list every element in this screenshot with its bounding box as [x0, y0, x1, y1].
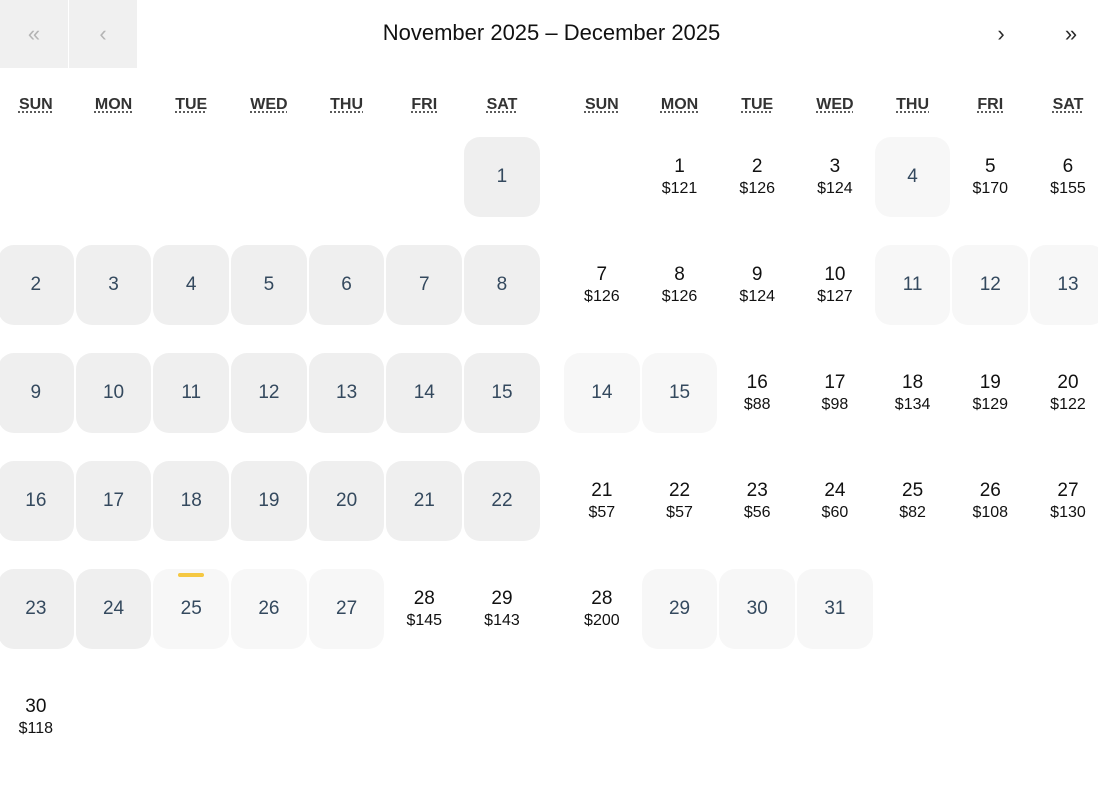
- empty-cell: [385, 137, 463, 245]
- day-price: $126: [661, 287, 698, 305]
- day-number: 30: [746, 598, 768, 619]
- calendar-range-title: November 2025 – December 2025: [382, 20, 721, 45]
- day-number: 15: [668, 382, 691, 403]
- day-number: 8: [674, 263, 685, 285]
- day-number: 9: [751, 263, 763, 285]
- today-indicator: [178, 573, 204, 577]
- day-price: $130: [1050, 503, 1086, 521]
- day-price: $124: [739, 287, 776, 305]
- empty-cell: [152, 137, 230, 245]
- day-number: 29: [668, 598, 691, 619]
- day-price: $170: [972, 179, 1009, 197]
- day-21[interactable]: [564, 461, 640, 541]
- day-number: 20: [336, 490, 358, 511]
- day-price: $60: [821, 503, 849, 521]
- day-number: 13: [1057, 274, 1079, 295]
- day-price: $134: [894, 395, 931, 413]
- day-22: [464, 461, 540, 541]
- day-price: $200: [584, 611, 620, 629]
- day-price: $124: [817, 179, 853, 197]
- day-number: 28: [413, 587, 435, 609]
- day-number: 18: [902, 371, 924, 393]
- day-3[interactable]: [797, 137, 873, 217]
- day-26: [231, 569, 307, 649]
- empty-cell: [563, 137, 641, 245]
- day-number: 28: [591, 587, 613, 609]
- day-number: 19: [258, 490, 280, 511]
- day-15: [464, 353, 540, 433]
- first-month-button[interactable]: «: [0, 0, 68, 68]
- day-number: 12: [258, 382, 280, 403]
- day-4: [875, 137, 951, 217]
- day-price: $98: [821, 395, 849, 413]
- day-grid: [0, 137, 541, 785]
- day-19[interactable]: [952, 353, 1028, 433]
- day-20: [309, 461, 385, 541]
- day-number: 5: [263, 274, 275, 295]
- day-1[interactable]: [642, 137, 718, 217]
- day-12: [231, 353, 307, 433]
- day-number: 9: [30, 382, 42, 403]
- day-7[interactable]: [564, 245, 640, 325]
- weekday-label: MON: [660, 96, 699, 113]
- day-number: 24: [102, 598, 125, 619]
- day-10: [76, 353, 152, 433]
- day-28[interactable]: [386, 569, 462, 649]
- day-5: [231, 245, 307, 325]
- day-number: 3: [108, 274, 119, 295]
- day-29: [642, 569, 718, 649]
- day-4: [153, 245, 229, 325]
- day-26[interactable]: [952, 461, 1028, 541]
- day-number: 23: [746, 479, 768, 501]
- day-number: 7: [418, 274, 430, 295]
- day-17[interactable]: [797, 353, 873, 433]
- day-price: $145: [406, 611, 443, 629]
- weekday-label: MON: [94, 96, 133, 113]
- day-number: 17: [102, 490, 125, 511]
- day-5[interactable]: [952, 137, 1028, 217]
- day-13: [1030, 245, 1098, 325]
- day-number: 15: [491, 382, 513, 403]
- day-number: 7: [596, 263, 608, 285]
- weekday-label: TUE: [175, 96, 208, 113]
- day-23: [0, 569, 74, 649]
- day-18: [153, 461, 229, 541]
- weekday-label: TUE: [741, 96, 774, 113]
- day-18[interactable]: [875, 353, 951, 433]
- day-number: 23: [25, 598, 47, 619]
- day-number: 19: [979, 371, 1001, 393]
- day-number: 24: [824, 479, 846, 501]
- day-24: [76, 569, 152, 649]
- next-month-button[interactable]: ›: [967, 0, 1035, 68]
- day-12: [952, 245, 1028, 325]
- day-number: 4: [185, 274, 197, 295]
- day-number: 13: [336, 382, 358, 403]
- day-number: 25: [902, 479, 924, 501]
- weekday-label: WED: [816, 96, 854, 113]
- day-15: [642, 353, 718, 433]
- day-14: [386, 353, 462, 433]
- day-number: 26: [979, 479, 1001, 501]
- day-price: $122: [1050, 395, 1086, 413]
- day-number: 27: [336, 598, 358, 619]
- day-price: $118: [18, 719, 54, 737]
- day-number: 5: [984, 155, 996, 177]
- month-november-2025: [0, 96, 541, 785]
- day-number: 21: [591, 479, 613, 501]
- day-number: 17: [824, 371, 846, 393]
- day-25[interactable]: [875, 461, 951, 541]
- day-31: [797, 569, 873, 649]
- day-30[interactable]: [0, 677, 74, 757]
- day-9[interactable]: [719, 245, 795, 325]
- day-27: [309, 569, 385, 649]
- day-29[interactable]: [464, 569, 540, 649]
- day-number: 16: [746, 371, 768, 393]
- weekday-label: FRI: [411, 96, 438, 113]
- day-number: 8: [496, 274, 508, 295]
- day-price: $126: [739, 179, 776, 197]
- day-number: 3: [829, 155, 841, 177]
- day-number: 1: [496, 166, 508, 187]
- day-30: [719, 569, 795, 649]
- weekday-label: THU: [330, 96, 364, 113]
- day-20[interactable]: [1030, 353, 1098, 433]
- month-december-2025: [563, 96, 1098, 677]
- day-number: 14: [591, 382, 613, 403]
- day-price: $57: [666, 503, 693, 521]
- day-number: 2: [30, 274, 42, 295]
- day-8[interactable]: [642, 245, 718, 325]
- day-23[interactable]: [719, 461, 795, 541]
- day-number: 1: [674, 155, 685, 177]
- day-number: 22: [668, 479, 691, 501]
- day-number: 29: [491, 587, 513, 609]
- day-2[interactable]: [719, 137, 795, 217]
- day-number: 21: [413, 490, 435, 511]
- weekday-header: [563, 96, 1098, 124]
- weekday-label: WED: [250, 96, 288, 113]
- day-number: 10: [824, 263, 846, 285]
- weekday-label: SAT: [1052, 96, 1084, 113]
- empty-cell: [308, 137, 386, 245]
- day-number: 31: [824, 598, 846, 619]
- day-grid: [563, 137, 1098, 677]
- day-number: 6: [1062, 155, 1074, 177]
- day-11: [875, 245, 951, 325]
- weekday-label: SUN: [18, 96, 53, 113]
- empty-cell: [230, 137, 308, 245]
- day-27[interactable]: [1030, 461, 1098, 541]
- day-number: 11: [181, 382, 202, 403]
- day-number: 26: [258, 598, 280, 619]
- day-1: [464, 137, 540, 217]
- day-6: [309, 245, 385, 325]
- day-28[interactable]: [564, 569, 640, 649]
- day-14: [564, 353, 640, 433]
- day-number: 14: [413, 382, 435, 403]
- day-8: [464, 245, 540, 325]
- day-number: 2: [751, 155, 763, 177]
- last-month-button[interactable]: »: [1037, 0, 1098, 68]
- weekday-label: SUN: [584, 96, 619, 113]
- weekday-label: THU: [896, 96, 930, 113]
- day-21: [386, 461, 462, 541]
- day-19: [231, 461, 307, 541]
- empty-cell: [0, 137, 75, 245]
- day-number: 6: [341, 274, 352, 295]
- weekday-label: FRI: [977, 96, 1004, 113]
- day-number: 12: [979, 274, 1001, 295]
- day-number: 16: [25, 490, 47, 511]
- day-number: 25: [180, 598, 202, 619]
- day-number: 22: [491, 490, 513, 511]
- day-price: $143: [484, 611, 520, 629]
- day-10[interactable]: [797, 245, 873, 325]
- day-number: 4: [907, 166, 918, 187]
- day-price: $57: [588, 503, 616, 521]
- day-price: $155: [1050, 179, 1086, 197]
- day-number: 20: [1057, 371, 1079, 393]
- previous-month-button[interactable]: ‹: [69, 0, 137, 68]
- day-price: $126: [584, 287, 620, 305]
- day-13: [309, 353, 385, 433]
- day-number: 30: [25, 695, 47, 717]
- weekday-label: SAT: [486, 96, 518, 113]
- day-16[interactable]: [719, 353, 795, 433]
- day-9: [0, 353, 74, 433]
- day-price: $121: [661, 179, 698, 197]
- day-price: $56: [743, 503, 771, 521]
- day-24[interactable]: [797, 461, 873, 541]
- day-number: 18: [180, 490, 202, 511]
- day-price: $108: [972, 503, 1009, 521]
- day-3: [76, 245, 152, 325]
- day-price: $88: [743, 395, 771, 413]
- day-7: [386, 245, 462, 325]
- day-number: 11: [902, 274, 923, 295]
- day-25: [153, 569, 229, 649]
- day-22[interactable]: [642, 461, 718, 541]
- weekday-header: [0, 96, 541, 124]
- day-6[interactable]: [1030, 137, 1098, 217]
- day-price: $129: [972, 395, 1009, 413]
- day-11: [153, 353, 229, 433]
- day-number: 10: [102, 382, 125, 403]
- day-17: [76, 461, 152, 541]
- day-16: [0, 461, 74, 541]
- day-number: 27: [1057, 479, 1079, 501]
- day-2: [0, 245, 74, 325]
- empty-cell: [75, 137, 153, 245]
- day-price: $127: [817, 287, 853, 305]
- day-price: $82: [899, 503, 926, 521]
